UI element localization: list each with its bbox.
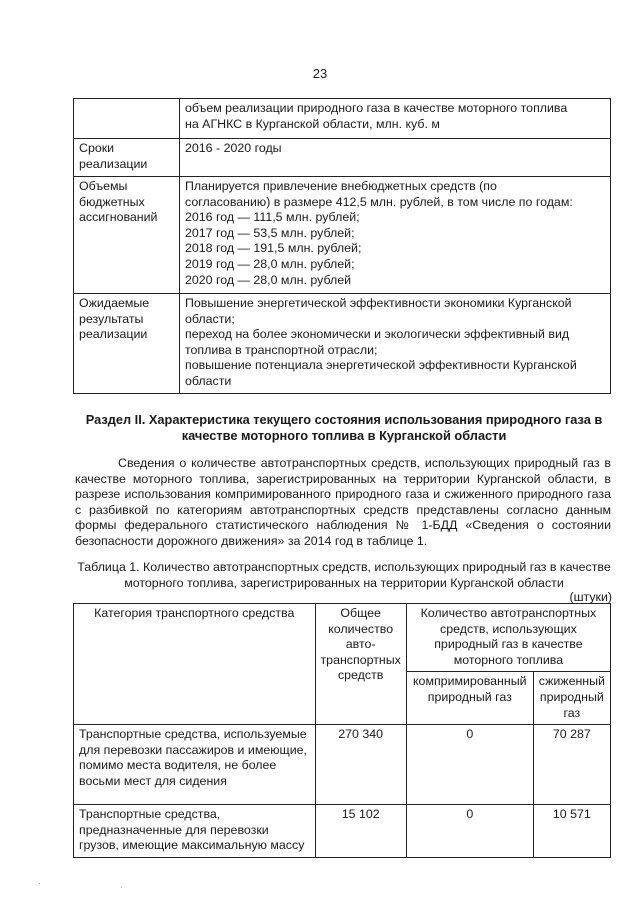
passport-line: согласованию) в размере 412,5 млн. рублей, в том числе по годам: — [185, 194, 573, 209]
program-passport-table — [73, 98, 611, 394]
passport-line: Планируется привлечение внебюджетных средств (по — [185, 179, 497, 193]
passport-row-label: Объемы бюджетных ассигнований — [74, 177, 180, 294]
passport-line: 2019 год — 28,0 млн. рублей; — [185, 256, 355, 271]
page-number: 23 — [312, 66, 328, 81]
cell-category: Транспортные средства, предназначенные для перевозки грузов, имеющие максимальную массу — [74, 805, 316, 858]
passport-row — [74, 99, 611, 139]
cell-cng: 0 — [406, 805, 533, 858]
cell-total: 15 102 — [315, 805, 406, 858]
header-total: Общее количество авто-транспортных средств — [315, 604, 406, 725]
header-cng: компримированный природный газ — [406, 672, 533, 725]
table-row — [74, 805, 611, 858]
passport-line: переход на более экономически и экологически эффективный вид — [185, 327, 570, 342]
passport-line: объем реализации природного газа в качестве моторного топлива — [185, 101, 568, 115]
passport-row-content — [180, 177, 611, 294]
header-category: Категория транспортного средства — [74, 604, 316, 725]
passport-line: топлива в транспортной отрасли; — [185, 342, 378, 357]
section-paragraph: Сведения о количестве автотранспортных средств, использующих природный газ в качестве моторного топлива, зарегистрированных на территории Курганской области, в разрезе использования компримированного природного газа и сжиженного природного газа с разбивкой по категориям автотранспортных средств представлены согласно данным формы федерального статистического наблюдения № 1-БДД «Сведения о состоянии безопасности дорожного движения» за 2014 год в таблице 1. — [75, 456, 611, 548]
passport-line: 2020 год — 28,0 млн. рублей — [185, 272, 352, 287]
passport-line: области — [185, 373, 232, 388]
header-gas-group: Количество автотранспортных средств, использующих природный газ в качестве моторного топлива — [406, 604, 610, 672]
cell-category: Транспортные средства, используемые для перевозки пассажиров и имеющие, помимо места водителя, не более восьми мест для сидения — [74, 725, 316, 805]
vehicle-stats-table — [73, 603, 611, 858]
passport-row-content — [180, 294, 611, 394]
passport-row-content — [180, 139, 611, 177]
passport-row-content — [180, 99, 611, 139]
section-title: Раздел II. Характеристика текущего состояния использования природного газа в качестве моторного топлива в Курганской области — [85, 412, 603, 443]
cell-cng: 0 — [406, 725, 533, 805]
cell-total: 270 340 — [315, 725, 406, 805]
table-header-row — [74, 604, 611, 672]
table-caption: Таблица 1. Количество автотранспортных средств, использующих природный газ в качестве моторного топлива, зарегистрированных на территории Курганской области — [77, 560, 611, 590]
cell-lng: 70 287 — [533, 725, 610, 805]
scan-speck: · — [38, 879, 41, 888]
passport-line: области; — [185, 311, 235, 326]
passport-row — [74, 139, 611, 177]
passport-row — [74, 294, 611, 394]
passport-line: Повышение энергетической эффективности экономики Курганской — [185, 296, 572, 310]
cell-lng: 10 571 — [533, 805, 610, 858]
passport-line: повышение потенциала энергетической эффективности Курганской — [185, 358, 577, 373]
header-lng: сжиженный природный газ — [533, 672, 610, 725]
passport-line: 2017 год — 53,5 млн. рублей; — [185, 225, 355, 240]
passport-row-label: Ожидаемые результаты реализации — [74, 294, 180, 394]
passport-row — [74, 177, 611, 294]
passport-line: 2016 - 2020 годы — [185, 141, 282, 155]
table-row — [74, 725, 611, 805]
passport-row-label: Сроки реализации — [74, 139, 180, 177]
passport-line: 2018 год — 191,5 млн. рублей; — [185, 241, 362, 256]
passport-line: 2016 год — 111,5 млн. рублей; — [185, 210, 360, 225]
table-units: (штуки) — [569, 590, 612, 604]
scan-speck: · — [120, 883, 123, 892]
passport-row-label — [74, 99, 180, 139]
passport-line: на АГНКС в Курганской области, млн. куб. м — [185, 116, 440, 131]
